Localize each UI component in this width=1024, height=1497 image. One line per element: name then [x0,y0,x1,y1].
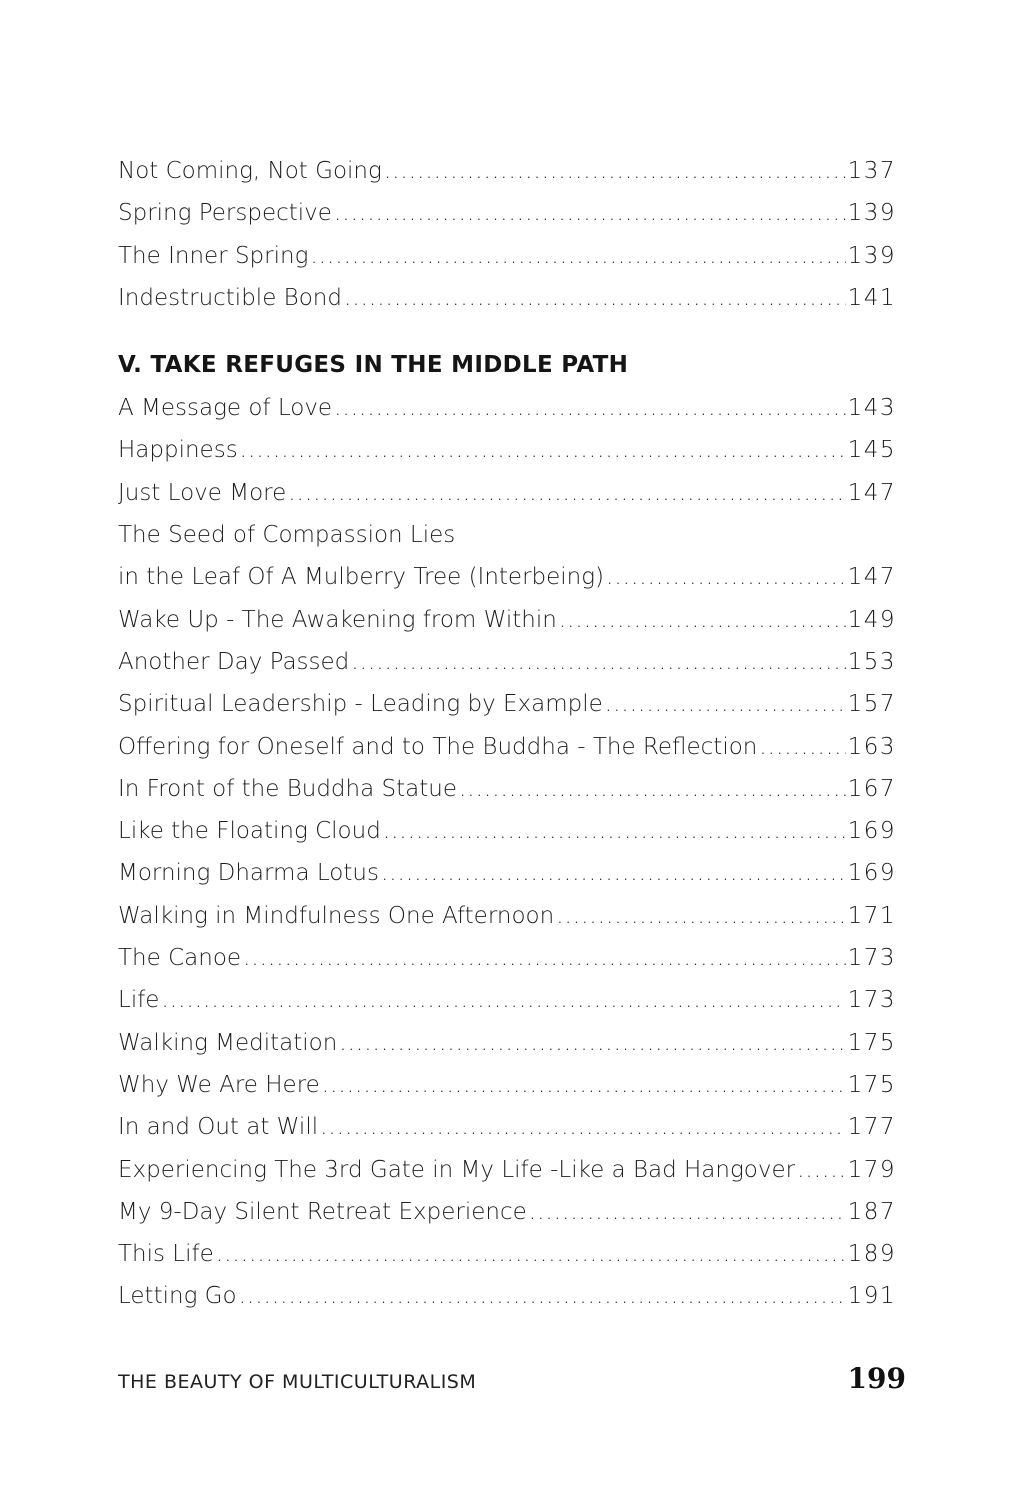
toc-entry-page: 177 [847,1114,896,1141]
page-footer [118,1362,906,1402]
toc-entry-title: Just Love More [118,479,287,506]
toc-entry [118,768,896,810]
toc-entry-page: 175 [847,1071,896,1098]
toc-entry-title: Walking Meditation [118,1029,338,1056]
dot-leader [320,1106,846,1148]
toc-entry-page: 171 [847,902,896,929]
toc-entry [118,895,896,937]
toc-entry-page: 189 [847,1241,896,1268]
dot-leader [383,810,846,852]
dot-leader [334,387,846,429]
toc-entry [118,192,896,234]
toc-entry-title: In and Out at Will [118,1114,319,1141]
dot-leader [759,726,845,768]
toc-entry [118,556,896,598]
toc-entry-page: 173 [847,945,896,972]
dot-leader [381,852,846,894]
toc-entry-title: Life [118,987,160,1014]
dot-leader [239,1275,846,1317]
toc-entry-title: Morning Dharma Lotus [118,860,379,887]
toc-entry-title: This Life [118,1241,214,1268]
toc-entry-page: 169 [847,818,896,845]
dot-leader [351,641,845,683]
toc-entry-title: Happiness [118,437,238,464]
toc-entry-page: 147 [847,564,896,591]
toc-entry [118,1064,896,1106]
toc-entry-title: Not Coming, Not Going [118,158,382,184]
toc-entry-page: 169 [847,860,896,887]
toc-top-group [118,150,896,319]
toc-entry-page: 163 [847,733,896,760]
dot-leader [240,429,846,471]
toc-entry-page: 187 [847,1198,896,1225]
toc-entry-page: 141 [847,284,896,311]
page-number: 199 [847,1362,906,1395]
toc-entry-page: 139 [847,200,896,227]
toc-entry [118,683,896,725]
toc-entry-title: in the Leaf Of A Mulberry Tree (Interbeing) [118,564,605,591]
toc-entry-page: 173 [847,987,896,1014]
dot-leader [334,192,846,234]
toc-entry-title: In Front of the Buddha Statue [118,775,457,802]
toc-section-group [118,387,896,1318]
toc-entry [118,1149,896,1191]
toc-entry-page: 191 [847,1283,896,1310]
toc-entry-title: Indestructible Bond [118,284,342,311]
dot-leader [344,277,846,319]
dot-leader [339,1022,845,1064]
toc-entry-page: 153 [847,648,896,675]
toc-entry [118,235,896,277]
toc-entry-title: Another Day Passed [118,648,350,675]
toc-entry [118,387,896,429]
toc-entry-page: 139 [847,242,896,269]
running-title: THE BEAUTY OF MULTICULTURALISM [118,1371,477,1393]
dot-leader [559,599,846,641]
toc-entry [118,472,896,514]
dot-leader [459,768,846,810]
dot-leader [161,979,845,1021]
toc-entry [118,726,896,768]
dot-leader [322,1064,846,1106]
toc-entry [118,937,896,979]
toc-entry [118,810,896,852]
toc-entry [118,150,896,192]
dot-leader [216,1233,846,1275]
toc-entry-page: 149 [847,606,896,633]
dot-leader [243,937,846,979]
dot-leader [797,1149,846,1191]
toc-entry-title: Letting Go [118,1283,237,1310]
toc-entry [118,514,896,556]
section-heading: V. TAKE REFUGES IN THE MIDDLE PATH [118,352,629,379]
toc-entry-page: 175 [847,1029,896,1056]
toc-entry-title: Spiritual Leadership - Leading by Example [118,691,603,718]
toc-entry [118,979,896,1021]
toc-entry [118,1275,896,1317]
dot-leader [606,556,846,598]
toc-entry [118,1106,896,1148]
toc-entry-page: 145 [847,437,896,464]
toc-entry-title: The Canoe [118,945,242,972]
toc-entry [118,1233,896,1275]
toc-entry [118,641,896,683]
dot-leader [556,895,845,937]
toc-entry-title: My 9-Day Silent Retreat Experience [118,1198,527,1225]
toc-entry-title: The Seed of Compassion Lies [118,522,456,549]
toc-entry-page: 179 [847,1156,896,1183]
toc-entry [118,599,896,641]
table-of-contents [118,150,896,1318]
toc-entry [118,429,896,471]
toc-entry [118,277,896,319]
dot-leader [384,150,846,192]
toc-entry-page: 157 [847,691,896,718]
toc-entry-title: Walking in Mindfulness One Afternoon [118,902,555,929]
toc-entry-page: 137 [847,158,896,184]
dot-leader [605,683,846,725]
toc-entry [118,1191,896,1233]
toc-entry [118,852,896,894]
toc-entry-title: Why We Are Here [118,1071,320,1098]
dot-leader [529,1191,846,1233]
toc-entry-title: Like the Floating Cloud [118,818,381,845]
dot-leader [310,235,845,277]
toc-entry [118,1022,896,1064]
toc-entry-title: The Inner Spring [118,242,309,269]
toc-entry-title: Spring Perspective [118,200,332,227]
toc-entry-page: 147 [847,479,896,506]
toc-entry-title: Experiencing The 3rd Gate in My Life -Like a Bad Hangover [118,1156,796,1183]
toc-entry-page: 167 [847,775,896,802]
dot-leader [288,472,845,514]
toc-entry-title: Wake Up - The Awakening from Within [118,606,557,633]
toc-entry-page: 143 [847,395,896,422]
toc-entry-title: Offering for Oneself and to The Buddha - The Reflection [118,733,758,760]
toc-entry-title: A Message of Love [118,395,333,422]
